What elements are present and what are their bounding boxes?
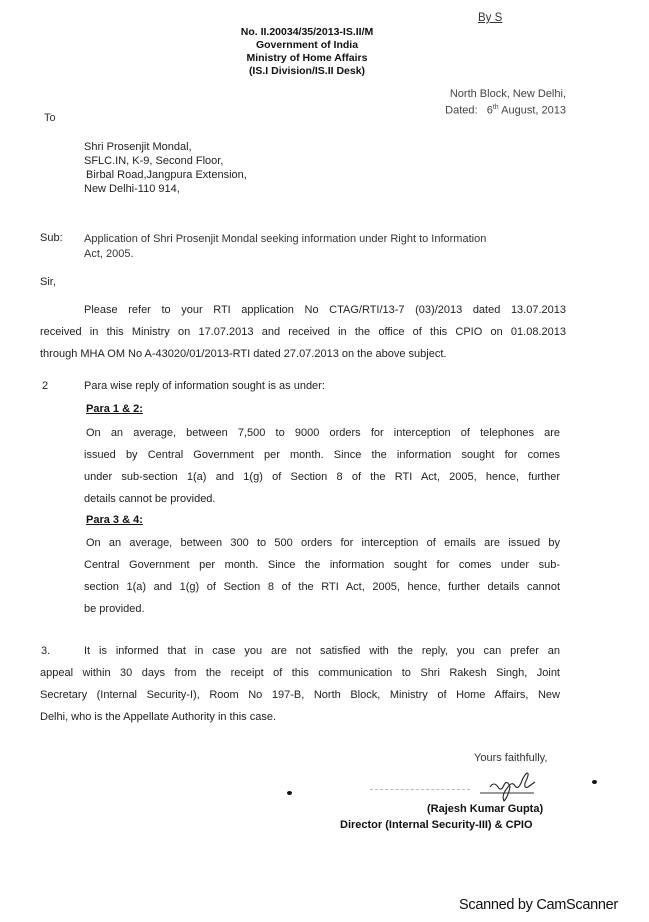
para3-line: It is informed that in case you are not satisfied with the reply, you can prefer an bbox=[84, 645, 560, 657]
section-heading-para-1-2: Para 1 & 2: bbox=[86, 403, 143, 415]
section-line: details cannot be provided. bbox=[84, 493, 216, 505]
para3-number: 3. bbox=[41, 645, 51, 657]
section-line: section 1(a) and 1(g) of Section 8 of the RTI Act, 2005, hence, further details cannot bbox=[84, 581, 560, 593]
delivery-mark: By S bbox=[478, 12, 503, 24]
para1-line: through MHA OM No A-43020/01/2013-RTI dated 27.07.2013 on the above subject. bbox=[40, 348, 447, 360]
ministry-name: Ministry of Home Affairs bbox=[246, 52, 368, 64]
signatory-name: (Rajesh Kumar Gupta) bbox=[427, 803, 544, 815]
camscanner-watermark: Scanned by CamScanner bbox=[459, 897, 618, 913]
subject-line: Application of Shri Prosenjit Mondal seeking information under Right to Information bbox=[84, 233, 487, 245]
signature-dashed-line bbox=[370, 789, 470, 790]
to-label: To bbox=[44, 112, 56, 124]
section-line: under sub-section 1(a) and 1(g) of Section 8 of the RTI Act, 2005, hence, further bbox=[84, 471, 560, 483]
section-line: Central Government per month. Since the information sought for comes under sub- bbox=[84, 559, 560, 571]
place: North Block, New Delhi, bbox=[449, 88, 566, 100]
division-name: (IS.I Division/IS.II Desk) bbox=[248, 65, 366, 77]
address-line: Birbal Road,Jangpura Extension, bbox=[86, 169, 247, 181]
date-day-suffix: th bbox=[492, 104, 499, 111]
para1-line: Please refer to your RTI application No CTAG/RTI/13-7 (03)/2013 dated 13.07.2013 bbox=[84, 304, 566, 316]
para2-intro: Para wise reply of information sought is as under: bbox=[84, 380, 325, 392]
signatory-designation: Director (Internal Security-III) & CPIO bbox=[340, 819, 533, 831]
government-name: Government of India bbox=[255, 39, 359, 51]
subject-text bbox=[84, 232, 486, 262]
punch-hole-mark-left bbox=[287, 791, 292, 795]
salutation: Sir, bbox=[40, 276, 56, 288]
para1-line: received in this Ministry on 17.07.2013 and received in the office of this CPIO on 01.08.2013 bbox=[40, 326, 566, 338]
section-line: On an average, between 7,500 to 9000 orders for interception of telephones are bbox=[86, 427, 560, 439]
section-line: issued by Central Government per month. Since the information sought for comes bbox=[84, 449, 560, 461]
signature-scribble bbox=[470, 765, 560, 805]
subject-label: Sub: bbox=[40, 232, 63, 244]
dated-label: Dated: bbox=[445, 104, 478, 117]
section-line: be provided. bbox=[84, 603, 145, 615]
punch-hole-mark-right bbox=[592, 780, 597, 784]
address-line: Shri Prosenjit Mondal, bbox=[84, 141, 192, 153]
para2-number: 2 bbox=[42, 380, 49, 392]
closing: Yours faithfully, bbox=[474, 752, 548, 764]
para3-line: appeal within 30 days from the receipt of this communication to Shri Rakesh Singh, Joint bbox=[40, 667, 560, 679]
para3-line: Delhi, who is the Appellate Authority in this case. bbox=[40, 711, 277, 723]
date-month-year: August, 2013 bbox=[501, 104, 566, 117]
date-day: 6 bbox=[486, 104, 493, 117]
para3-line: Secretary (Internal Security-I), Room No 197-B, North Block, Ministry of Home Affairs, New bbox=[40, 689, 560, 701]
section-line: On an average, between 300 to 500 orders for interception of emails are issued by bbox=[86, 537, 560, 549]
recipient-address bbox=[84, 140, 247, 196]
address-line: SFLC.IN, K-9, Second Floor, bbox=[84, 155, 224, 167]
subject-line: Act, 2005. bbox=[84, 248, 134, 260]
file-number: No. II.20034/35/2013-IS.II/M bbox=[240, 26, 374, 38]
section-heading-para-3-4: Para 3 & 4: bbox=[86, 514, 143, 526]
date-line bbox=[445, 101, 566, 118]
address-line: New Delhi-110 914, bbox=[84, 183, 180, 195]
